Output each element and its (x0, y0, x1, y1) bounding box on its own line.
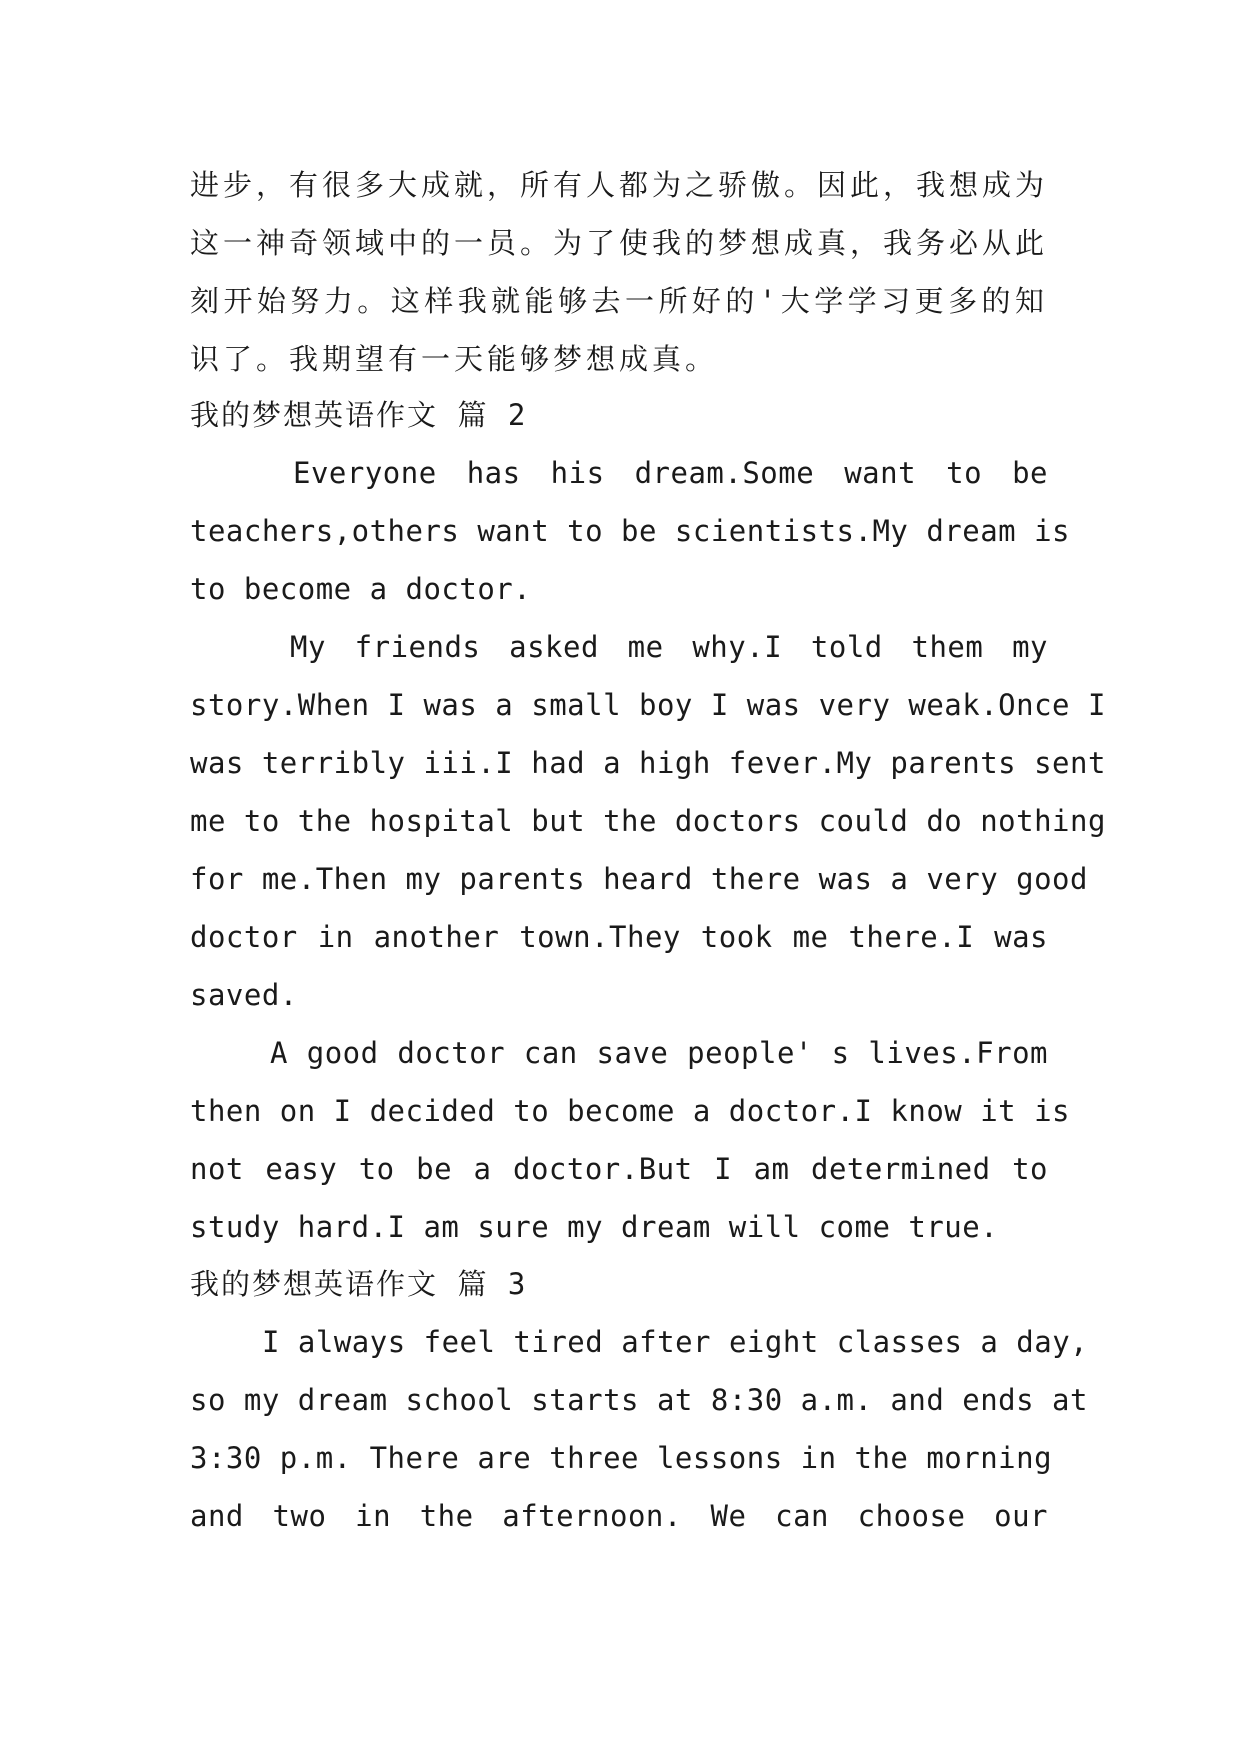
paragraph-line: saved. (190, 978, 298, 1012)
paragraph-line: so my dream school starts at 8:30 a.m. and ends at (190, 1383, 1088, 1417)
paragraph-line: not easy to be a doctor.But I am determined to (190, 1152, 1048, 1186)
paragraph-line: me to the hospital but the doctors could do nothing (190, 804, 1106, 838)
paragraph-line: and two in the afternoon. We can choose our (190, 1499, 1048, 1533)
paragraph-line: for me.Then my parents heard there was a very good (190, 862, 1088, 896)
paragraph-line: 这一神奇领域中的一员。为了使我的梦想成真，我务必从此 (190, 226, 1049, 260)
paragraph-line: A good doctor can save people' s lives.From (270, 1036, 1048, 1070)
paragraph-line: teachers,others want to be scientists.My dream is (190, 514, 1071, 548)
paragraph-line: My friends asked me why.I told them my (290, 630, 1048, 664)
paragraph-line: was terribly iii.I had a high fever.My parents sent (190, 746, 1106, 780)
paragraph-line: then on I decided to become a doctor.I know it is (190, 1094, 1071, 1128)
paragraph-line: Everyone has his dream.Some want to be (293, 456, 1048, 490)
paragraph-line: 刻开始努力。这样我就能够去一所好的'大学学习更多的知 (190, 284, 1048, 318)
paragraph-line: story.When I was a small boy I was very weak.Once I (190, 688, 1106, 722)
paragraph-line: 3:30 p.m. There are three lessons in the morning (190, 1441, 1053, 1475)
paragraph-line: doctor in another town.They took me there.I was (190, 920, 1048, 954)
paragraph-line: 进步，有很多大成就，所有人都为之骄傲。因此，我想成为 (190, 168, 1049, 202)
paragraph-line: I always feel tired after eight classes a day, (262, 1325, 1089, 1359)
paragraph-line: study hard.I am sure my dream will come true. (190, 1210, 999, 1244)
paragraph-line: to become a doctor. (190, 572, 532, 606)
section-heading: 我的梦想英语作文 篇 3 (190, 1267, 528, 1301)
paragraph-line: 识了。我期望有一天能够梦想成真。 (190, 342, 719, 376)
section-heading: 我的梦想英语作文 篇 2 (190, 398, 528, 432)
